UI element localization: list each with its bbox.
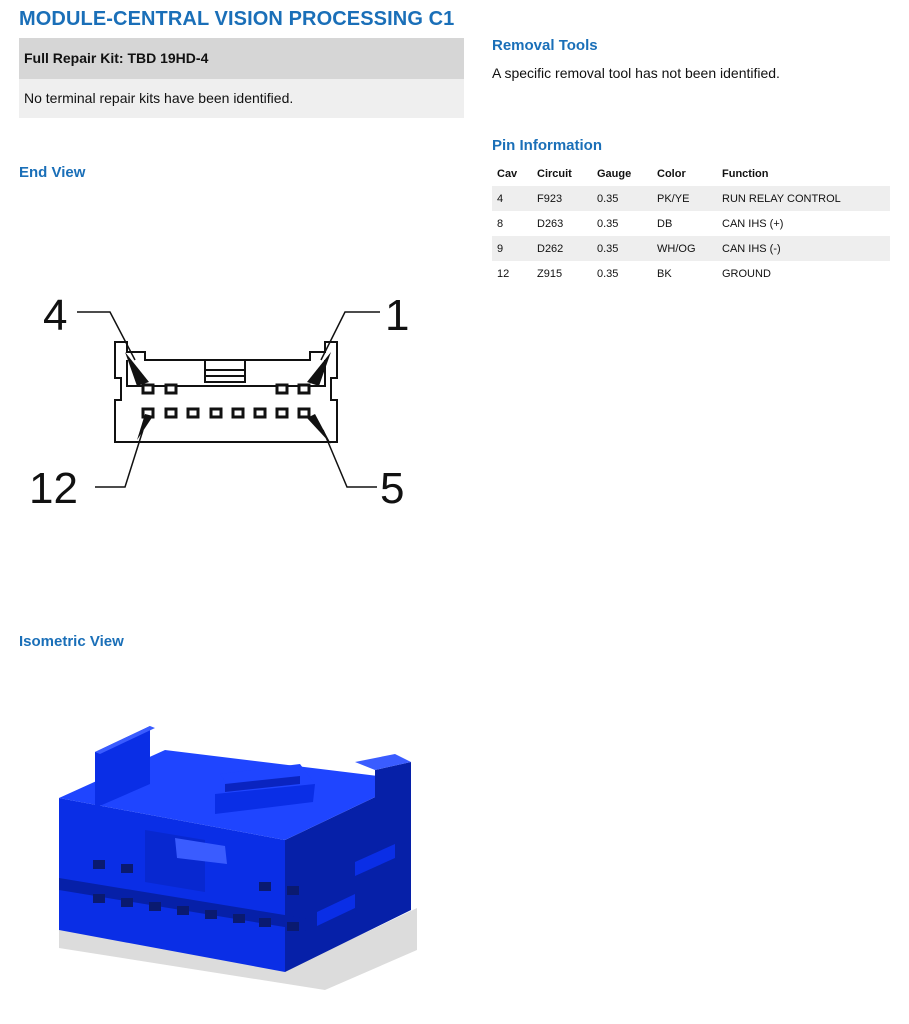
cell-color: WH/OG xyxy=(652,236,717,261)
cell-color: PK/YE xyxy=(652,186,717,211)
repair-kit-box xyxy=(19,38,464,118)
repair-kit-body: No terminal repair kits have been identified. xyxy=(19,79,464,118)
cell-function: RUN RELAY CONTROL xyxy=(717,186,890,211)
cell-cav: 12 xyxy=(497,267,510,280)
cell-color: DB xyxy=(657,217,673,230)
col-circuit: Circuit xyxy=(537,168,572,180)
end-view-heading: End View xyxy=(19,164,86,181)
cell-circuit: D263 xyxy=(537,217,564,230)
cell-cav: 9 xyxy=(492,236,532,261)
cell-circuit: Z915 xyxy=(537,267,563,280)
removal-tools-heading: Removal Tools xyxy=(492,37,598,54)
page-title: MODULE-CENTRAL VISION PROCESSING C1 xyxy=(19,8,455,30)
pin-table-header-row xyxy=(492,162,890,186)
isometric-view-heading: Isometric View xyxy=(19,633,124,650)
cell-gauge: 0.35 xyxy=(592,236,652,261)
pin-table xyxy=(492,162,890,286)
table-row xyxy=(492,236,890,261)
table-row xyxy=(492,186,890,211)
cell-circuit: D262 xyxy=(532,236,592,261)
table-row xyxy=(492,211,890,236)
callout-pin-1: 1 xyxy=(385,291,410,340)
col-color: Color xyxy=(657,168,686,180)
end-view-diagram xyxy=(25,290,425,515)
cell-function: GROUND xyxy=(722,267,771,280)
repair-kit-header: Full Repair Kit: TBD 19HD-4 xyxy=(19,38,464,79)
cell-circuit: F923 xyxy=(532,186,592,211)
pin-information-heading: Pin Information xyxy=(492,137,602,154)
col-cav: Cav xyxy=(497,168,518,180)
cell-gauge: 0.35 xyxy=(597,217,619,230)
cell-cav: 8 xyxy=(497,217,504,230)
cell-cav: 4 xyxy=(492,186,532,211)
col-gauge: Gauge xyxy=(597,168,632,180)
cell-color: BK xyxy=(657,267,672,280)
cell-function: CAN IHS (+) xyxy=(722,217,784,230)
removal-tools-text: A specific removal tool has not been identified. xyxy=(492,65,780,81)
isometric-connector-image xyxy=(55,722,417,994)
cell-function: CAN IHS (-) xyxy=(717,236,890,261)
callout-pin-12: 12 xyxy=(29,464,78,513)
cell-gauge: 0.35 xyxy=(597,267,619,280)
table-row xyxy=(492,261,890,286)
col-function: Function xyxy=(722,168,769,180)
cell-gauge: 0.35 xyxy=(592,186,652,211)
callout-pin-4: 4 xyxy=(43,291,68,340)
callout-pin-5: 5 xyxy=(380,464,405,513)
